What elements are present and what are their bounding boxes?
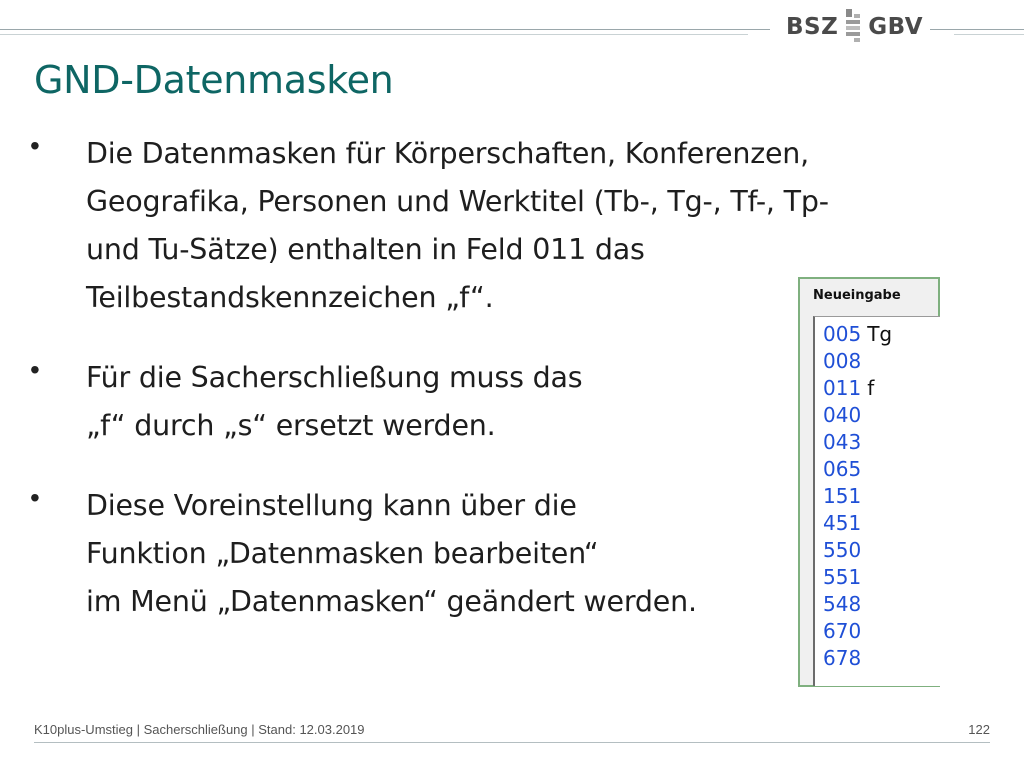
- bullet-dot-icon: •: [30, 130, 40, 161]
- field-row: [823, 483, 892, 510]
- logo-mark-icon: [843, 8, 863, 47]
- field-list-box: [813, 316, 940, 686]
- field-code: 008: [823, 349, 862, 373]
- field-code: 011: [823, 376, 862, 400]
- bullet-line: Diese Voreinstellung kann über die: [86, 489, 577, 522]
- field-row: [823, 321, 892, 348]
- field-row: [823, 402, 892, 429]
- field-code: 043: [823, 430, 862, 454]
- logo-right-text: GBV: [868, 14, 924, 40]
- field-code: 550: [823, 538, 862, 562]
- field-row: [823, 510, 892, 537]
- page-number: 122: [968, 722, 990, 737]
- field-row: [823, 645, 892, 672]
- neueingabe-panel: [798, 277, 940, 687]
- panel-title: Neueingabe: [813, 288, 901, 303]
- field-code: 548: [823, 592, 862, 616]
- field-code: 551: [823, 565, 862, 589]
- bullet-line: Für die Sacherschließung muss das: [86, 361, 583, 394]
- bullet-line: im Menü „Datenmasken“ geändert werden.: [86, 585, 697, 618]
- field-row: [823, 348, 892, 375]
- bullet-line: Teilbestandskennzeichen „f“.: [86, 281, 494, 314]
- field-code: 670: [823, 619, 862, 643]
- header-rule: [930, 29, 1024, 30]
- field-row: [823, 564, 892, 591]
- field-row: [823, 537, 892, 564]
- field-code: 005: [823, 322, 862, 346]
- bullet-dot-icon: •: [30, 482, 40, 513]
- bullet-line: Die Datenmasken für Körperschaften, Konferenzen,: [86, 137, 810, 170]
- bullet-line: Geografika, Personen und Werktitel (Tb-, Tg-, Tf-, Tp-: [86, 185, 829, 218]
- bullet-dot-icon: •: [30, 354, 40, 385]
- header-rule: [0, 29, 770, 30]
- bsz-gbv-logo: [786, 10, 923, 44]
- bullet-line: „f“ durch „s“ ersetzt werden.: [86, 409, 496, 442]
- field-code: 678: [823, 646, 862, 670]
- logo-left-text: BSZ: [786, 14, 839, 40]
- footer-rule: [34, 742, 990, 743]
- field-row: [823, 375, 892, 402]
- field-row: [823, 618, 892, 645]
- slide-title: GND-Datenmasken: [34, 58, 394, 102]
- field-code: 151: [823, 484, 862, 508]
- field-list: [823, 321, 892, 672]
- bullet-line: und Tu-Sätze) enthalten in Feld 011 das: [86, 233, 645, 266]
- footer-text: K10plus-Umstieg | Sacherschließung | Stand: 12.03.2019: [34, 722, 365, 737]
- header-rule: [954, 34, 1024, 35]
- field-code: 451: [823, 511, 862, 535]
- header-rule: [0, 34, 748, 35]
- field-code: 065: [823, 457, 862, 481]
- field-value: Tg: [867, 322, 893, 346]
- field-row: [823, 591, 892, 618]
- field-value: f: [867, 376, 875, 400]
- bullet-line: Funktion „Datenmasken bearbeiten“: [86, 537, 599, 570]
- field-row: [823, 429, 892, 456]
- field-row: [823, 456, 892, 483]
- field-code: 040: [823, 403, 862, 427]
